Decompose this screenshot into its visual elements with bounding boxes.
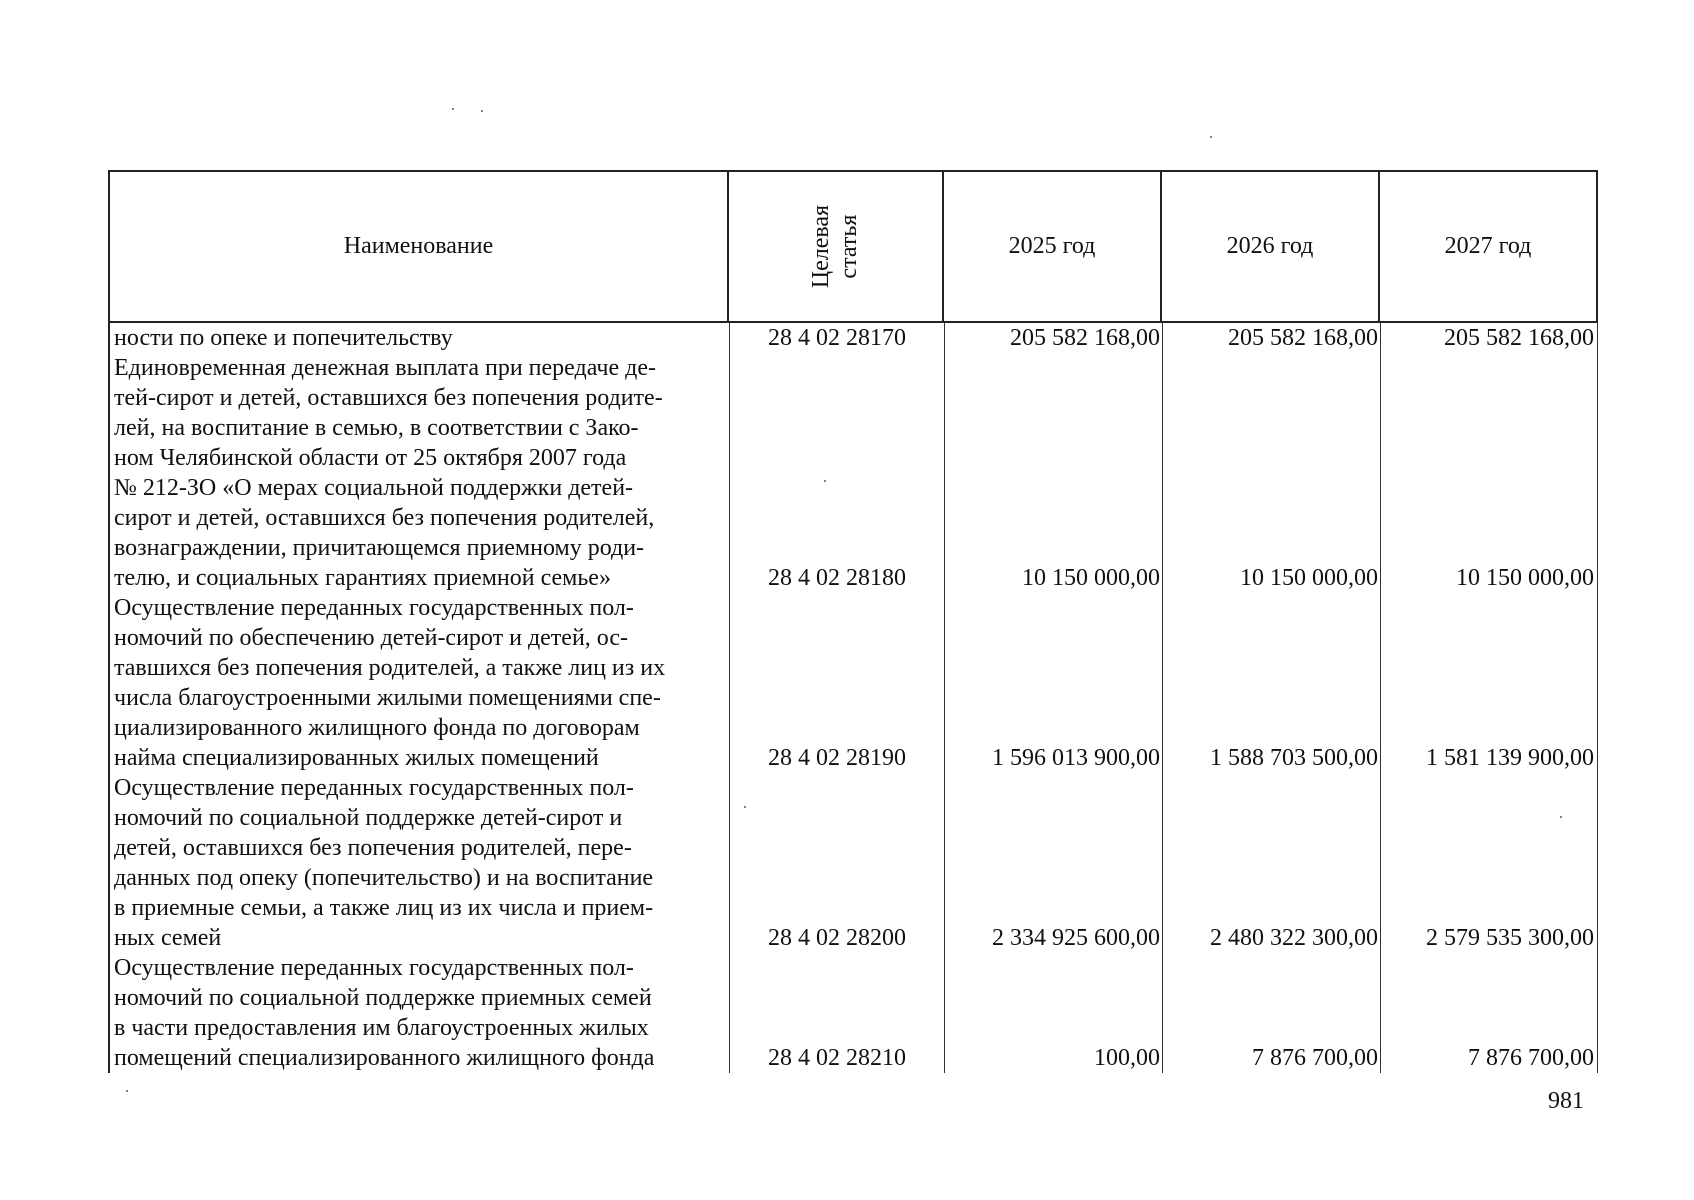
column-divider [944, 323, 945, 1073]
amount-2027: 1 581 139 900,00 [1426, 745, 1594, 771]
description-line: циализированного жилищного фонда по договорам [114, 715, 640, 741]
scan-speck [452, 108, 454, 110]
description-line: сирот и детей, оставшихся без попечения родителей, [114, 505, 655, 531]
table-header [108, 170, 1598, 323]
description-column [114, 323, 729, 1073]
description-line: Осуществление переданных государственных пол- [114, 775, 634, 801]
column-divider [729, 323, 730, 1073]
scan-speck [824, 480, 826, 482]
column-divider [1597, 323, 1598, 1073]
scan-speck [126, 1090, 128, 1092]
description-line: ности по опеке и попечительству [114, 325, 453, 351]
description-line: помещений специализированного жилищного фонда [114, 1045, 655, 1071]
description-line: Осуществление переданных государственных пол- [114, 955, 634, 981]
table-body [108, 323, 1598, 1073]
amount-2025: 205 582 168,00 [1010, 325, 1160, 351]
scan-speck [744, 806, 746, 808]
amount-2026: 2 480 322 300,00 [1210, 925, 1378, 951]
header-name: Наименование [109, 171, 728, 322]
target-article-code: 28 4 02 28210 [768, 1045, 906, 1071]
column-divider [1162, 323, 1163, 1073]
amount-2025: 100,00 [1094, 1045, 1160, 1071]
scan-speck [481, 110, 483, 112]
amount-2026: 7 876 700,00 [1252, 1045, 1378, 1071]
amount-2026: 205 582 168,00 [1228, 325, 1378, 351]
column-divider [1380, 323, 1381, 1073]
page-number: 981 [1548, 1088, 1584, 1114]
description-line: Осуществление переданных государственных пол- [114, 595, 634, 621]
description-line: Единовременная денежная выплата при передаче де- [114, 355, 656, 381]
description-line: ном Челябинской области от 25 октября 2007 года [114, 445, 627, 471]
description-line: номочий по социальной поддержке детей-сирот и [114, 805, 623, 831]
description-line: найма специализированных жилых помещений [114, 745, 599, 771]
description-line: телю, и социальных гарантиях приемной семье» [114, 565, 611, 591]
target-article-code: 28 4 02 28190 [768, 745, 906, 771]
description-line: вознаграждении, причитающемся приемному роди- [114, 535, 645, 561]
description-line: номочий по социальной поддержке приемных семей [114, 985, 652, 1011]
description-line: в приемные семьи, а также лиц из их числа и прием- [114, 895, 654, 921]
header-year-2027: 2027 год [1379, 171, 1597, 322]
description-line: числа благоустроенными жилыми помещениями спе- [114, 685, 661, 711]
target-article-code: 28 4 02 28200 [768, 925, 906, 951]
amount-2027: 7 876 700,00 [1468, 1045, 1594, 1071]
description-line: тавшихся без попечения родителей, а также лиц из их [114, 655, 666, 681]
description-line: ных семей [114, 925, 222, 951]
header-year-2026: 2026 год [1161, 171, 1379, 322]
amount-2027: 2 579 535 300,00 [1426, 925, 1594, 951]
target-article-code: 28 4 02 28170 [768, 325, 906, 351]
description-line: тей-сирот и детей, оставшихся без попечения родите- [114, 385, 663, 411]
target-article-code: 28 4 02 28180 [768, 565, 906, 591]
amount-2026: 1 588 703 500,00 [1210, 745, 1378, 771]
description-line: номочий по обеспечению детей-сирот и детей, ос- [114, 625, 629, 651]
description-line: № 212-ЗО «О мерах социальной поддержки детей- [114, 475, 634, 501]
description-line: в части предоставления им благоустроенных жилых [114, 1015, 649, 1041]
amount-2025: 2 334 925 600,00 [992, 925, 1160, 951]
description-line: детей, оставшихся без попечения родителей, пере- [114, 835, 632, 861]
amount-2025: 1 596 013 900,00 [992, 745, 1160, 771]
scan-speck [1210, 136, 1212, 138]
header-year-2025: 2025 год [943, 171, 1161, 322]
description-line: данных под опеку (попечительство) и на воспитание [114, 865, 654, 891]
amount-2027: 10 150 000,00 [1456, 565, 1594, 591]
amount-2026: 10 150 000,00 [1240, 565, 1378, 591]
scan-speck [1560, 816, 1562, 818]
description-line: лей, на воспитание в семью, в соответствии с Зако- [114, 415, 639, 441]
amount-2027: 205 582 168,00 [1444, 325, 1594, 351]
amount-2025: 10 150 000,00 [1022, 565, 1160, 591]
header-target-article: Целевая статья [728, 171, 943, 322]
